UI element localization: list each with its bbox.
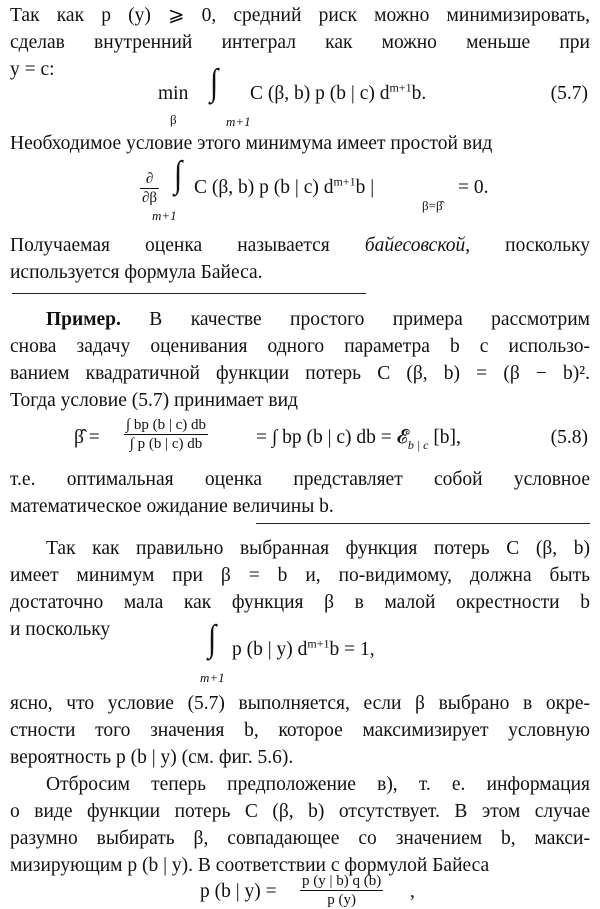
equation-middle: = ∫ bp (b | c) db = 𝓔: [256, 427, 408, 448]
equation-bayes: [0, 870, 600, 908]
integrand-tail: b.: [411, 83, 427, 104]
integrand: p (b | y) d: [232, 639, 308, 660]
equation-normalization: [0, 617, 600, 688]
discard-line-1: Отбросим теперь предположение в), т. е. информация: [46, 774, 590, 795]
integral-sign: ∫: [208, 617, 217, 660]
necessary-line-1: Необходимое условие этого минимума имеет простой вид: [10, 133, 493, 154]
posterior-mean-fraction: $\frac{\int bp (b | c) db}{\int p (b | c) db}$: [126, 417, 207, 452]
discard-line-3: разумно выбирать β, совпадающее со значением b, макси-: [10, 828, 590, 849]
integrand-tail: b |: [355, 177, 375, 198]
discard-line-2: о виде функции потерь C (β, b) отсутствует. В этом случае: [10, 801, 590, 822]
example-line-4: Тогда условие (5.7) принимает вид: [10, 390, 298, 411]
equation-number: (5.8): [550, 427, 588, 448]
intro-line-1: Так как p (y) ⩾ 0, средний риск можно минимизировать,: [10, 5, 590, 26]
intro-line-2: сделав внутренний интеграл как можно меньше при: [10, 32, 590, 53]
partial-derivative: $\frac{\partial}{\partial\beta}$: [142, 171, 158, 206]
integral-subscript: m+1: [226, 114, 251, 129]
loss-line-2: имеет минимум при β = b и, по-видимому, должна быть: [10, 565, 590, 586]
example-heading: Пример.: [46, 309, 121, 330]
integral-sign: ∫: [210, 61, 219, 104]
equation-number: (5.7): [550, 83, 588, 104]
integral-subscript: m+1: [200, 670, 225, 685]
section-rule: [12, 293, 366, 294]
estimate-lhs: β̂ =: [74, 427, 100, 448]
clear-line-2: стности того значения b, которое максимизирует условную: [10, 720, 590, 741]
integral-sign: ∫: [174, 153, 183, 196]
example-line-1: Пример. В качестве простого примера рассмотрим: [46, 309, 590, 330]
min-operator: min: [158, 83, 189, 104]
equation-gradient: [0, 153, 600, 223]
loss-line-3: достаточно мала как функция β в малой окрестности b: [10, 592, 590, 613]
discard-line-4: мизирующим p (b | y). В соответствии с формулой Байеса: [10, 855, 490, 876]
section-rule-2: [256, 523, 590, 524]
bayes-tail: ,: [410, 881, 415, 902]
loss-line-4: и поскольку: [10, 619, 111, 640]
bayes-line-1: Получаемая оценка называется байесовской, поскольку: [10, 235, 591, 256]
clear-line-1: ясно, что условие (5.7) выполняется, если β выбрано в окре-: [10, 693, 590, 714]
conclusion-line-1: т.е. оптимальная оценка представляет собой условное: [10, 469, 590, 490]
measure-exponent: m+1: [389, 80, 412, 95]
equation-rhs: = 0.: [458, 177, 489, 198]
conclusion-line-2: математическое ожидание величины b.: [10, 496, 334, 517]
evaluation-subscript: β=β̂: [422, 198, 443, 213]
expectation-subscript: b | c: [407, 438, 429, 452]
loss-line-1: Так как правильно выбранная функция потерь C (β, b): [46, 538, 590, 559]
integral-subscript: m+1: [152, 208, 177, 223]
bayes-line-2: используется формула Байеса.: [10, 262, 263, 283]
example-line-3: ванием квадратичной функции потерь C (β, b) = (β − b)².: [10, 363, 590, 384]
integrand: C (β, b) p (b | c) d: [194, 177, 334, 198]
integrand-tail: b = 1,: [329, 639, 375, 660]
equation-5-8: β̂ = $\frac{\int bp (b | c) db}{\int p (b | c) db}$ = ∫ bp (b | c) db = 𝓔$_{b | c}$ [b], (5.8): [74, 417, 588, 452]
bayes-fraction: $\frac{p (y | b) q (b)}{p (y)}$: [302, 873, 382, 908]
clear-line-3: вероятность p (b | y) (см. фиг. 5.6).: [10, 747, 294, 768]
integrand: C (β, b) p (b | c) d: [250, 83, 390, 104]
intro-line-3: y = c:: [10, 59, 55, 80]
min-subscript: β: [170, 112, 177, 127]
example-line-2: снова задачу оценивания одного параметра b с использо-: [10, 336, 590, 357]
measure-exponent: m+1: [307, 636, 330, 651]
measure-exponent: m+1: [333, 174, 356, 189]
bayes-lhs: p (b | y) =: [200, 881, 277, 902]
